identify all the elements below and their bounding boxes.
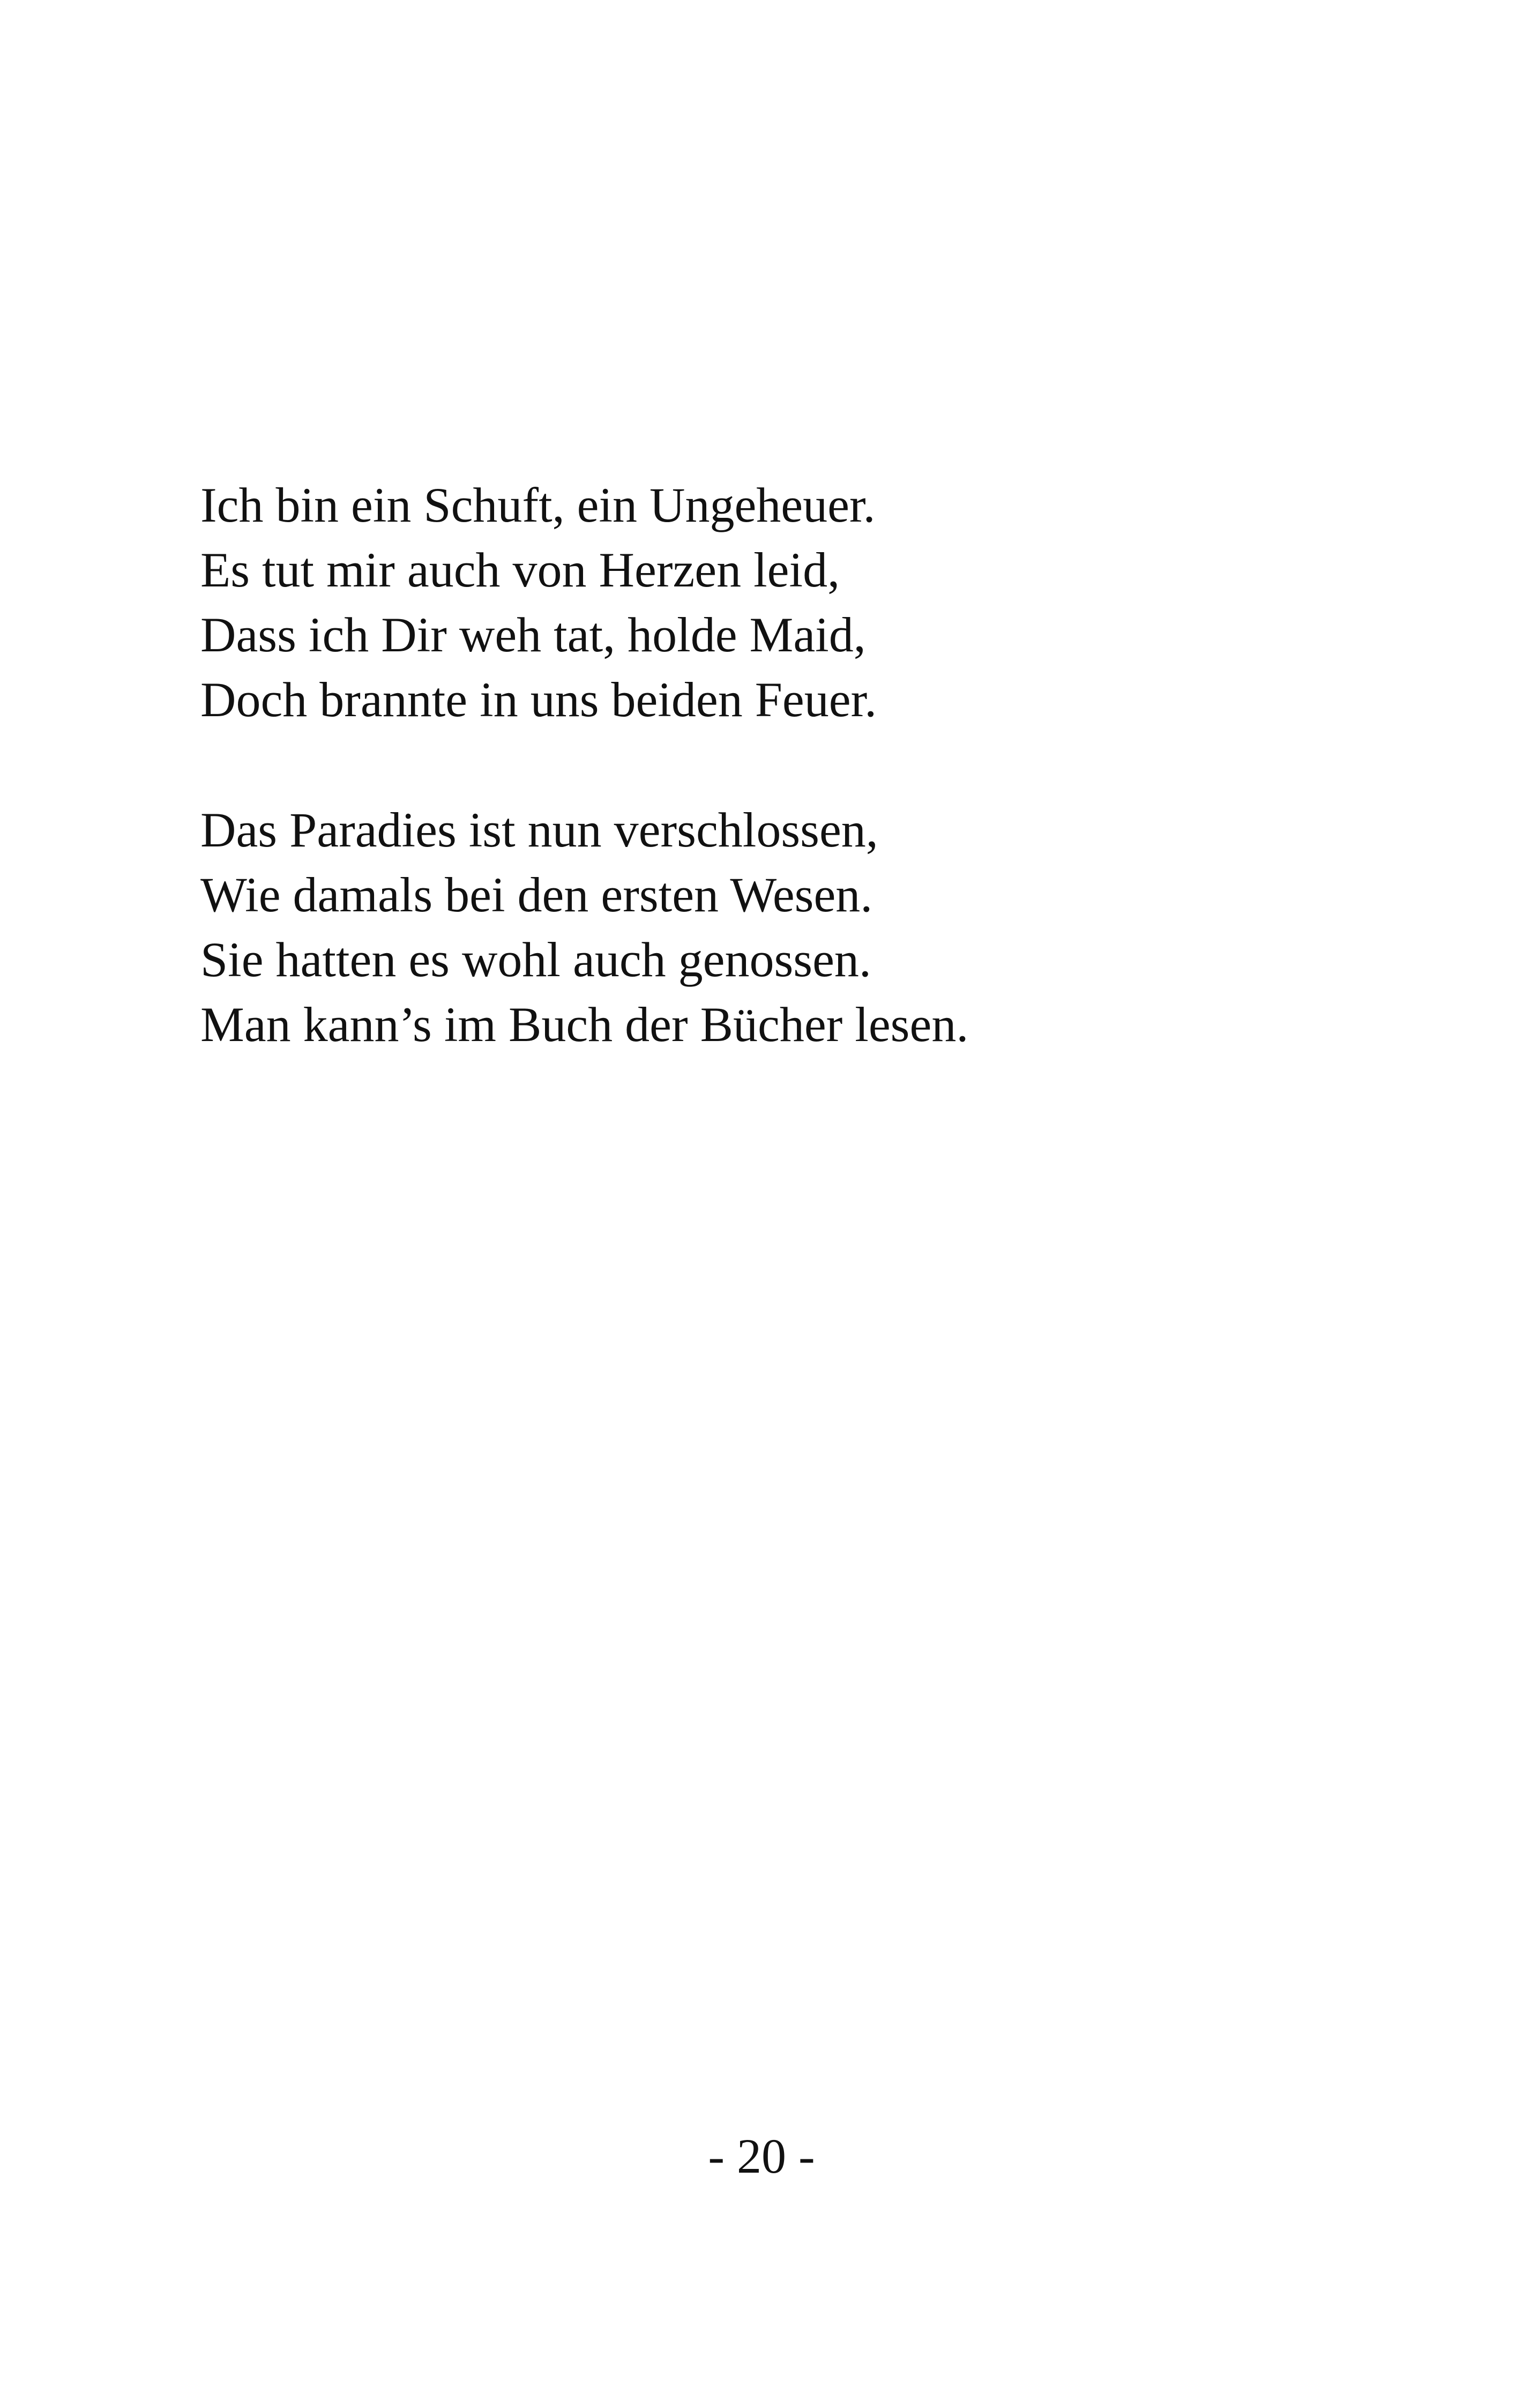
poem-line: Es tut mir auch von Herzen leid,	[200, 542, 840, 597]
poem-line: Ich bin ein Schuft, ein Ungeheuer.	[200, 478, 876, 532]
poem-line: Wie damals bei den ersten Wesen.	[200, 867, 873, 922]
poem-text	[200, 473, 1379, 1057]
stanza-2	[200, 798, 1379, 1057]
poem-line: Das Paradies ist nun verschlossen,	[200, 802, 878, 857]
page-number: - 20 -	[708, 2129, 815, 2183]
poem-line: Sie hatten es wohl auch genossen.	[200, 932, 871, 987]
stanza-1	[200, 473, 1379, 732]
poem-line: Doch brannte in uns beiden Feuer.	[200, 672, 877, 727]
poem-line: Dass ich Dir weh tat, holde Maid,	[200, 607, 866, 662]
poem-line: Man kann’s im Buch der Bücher lesen.	[200, 997, 969, 1052]
